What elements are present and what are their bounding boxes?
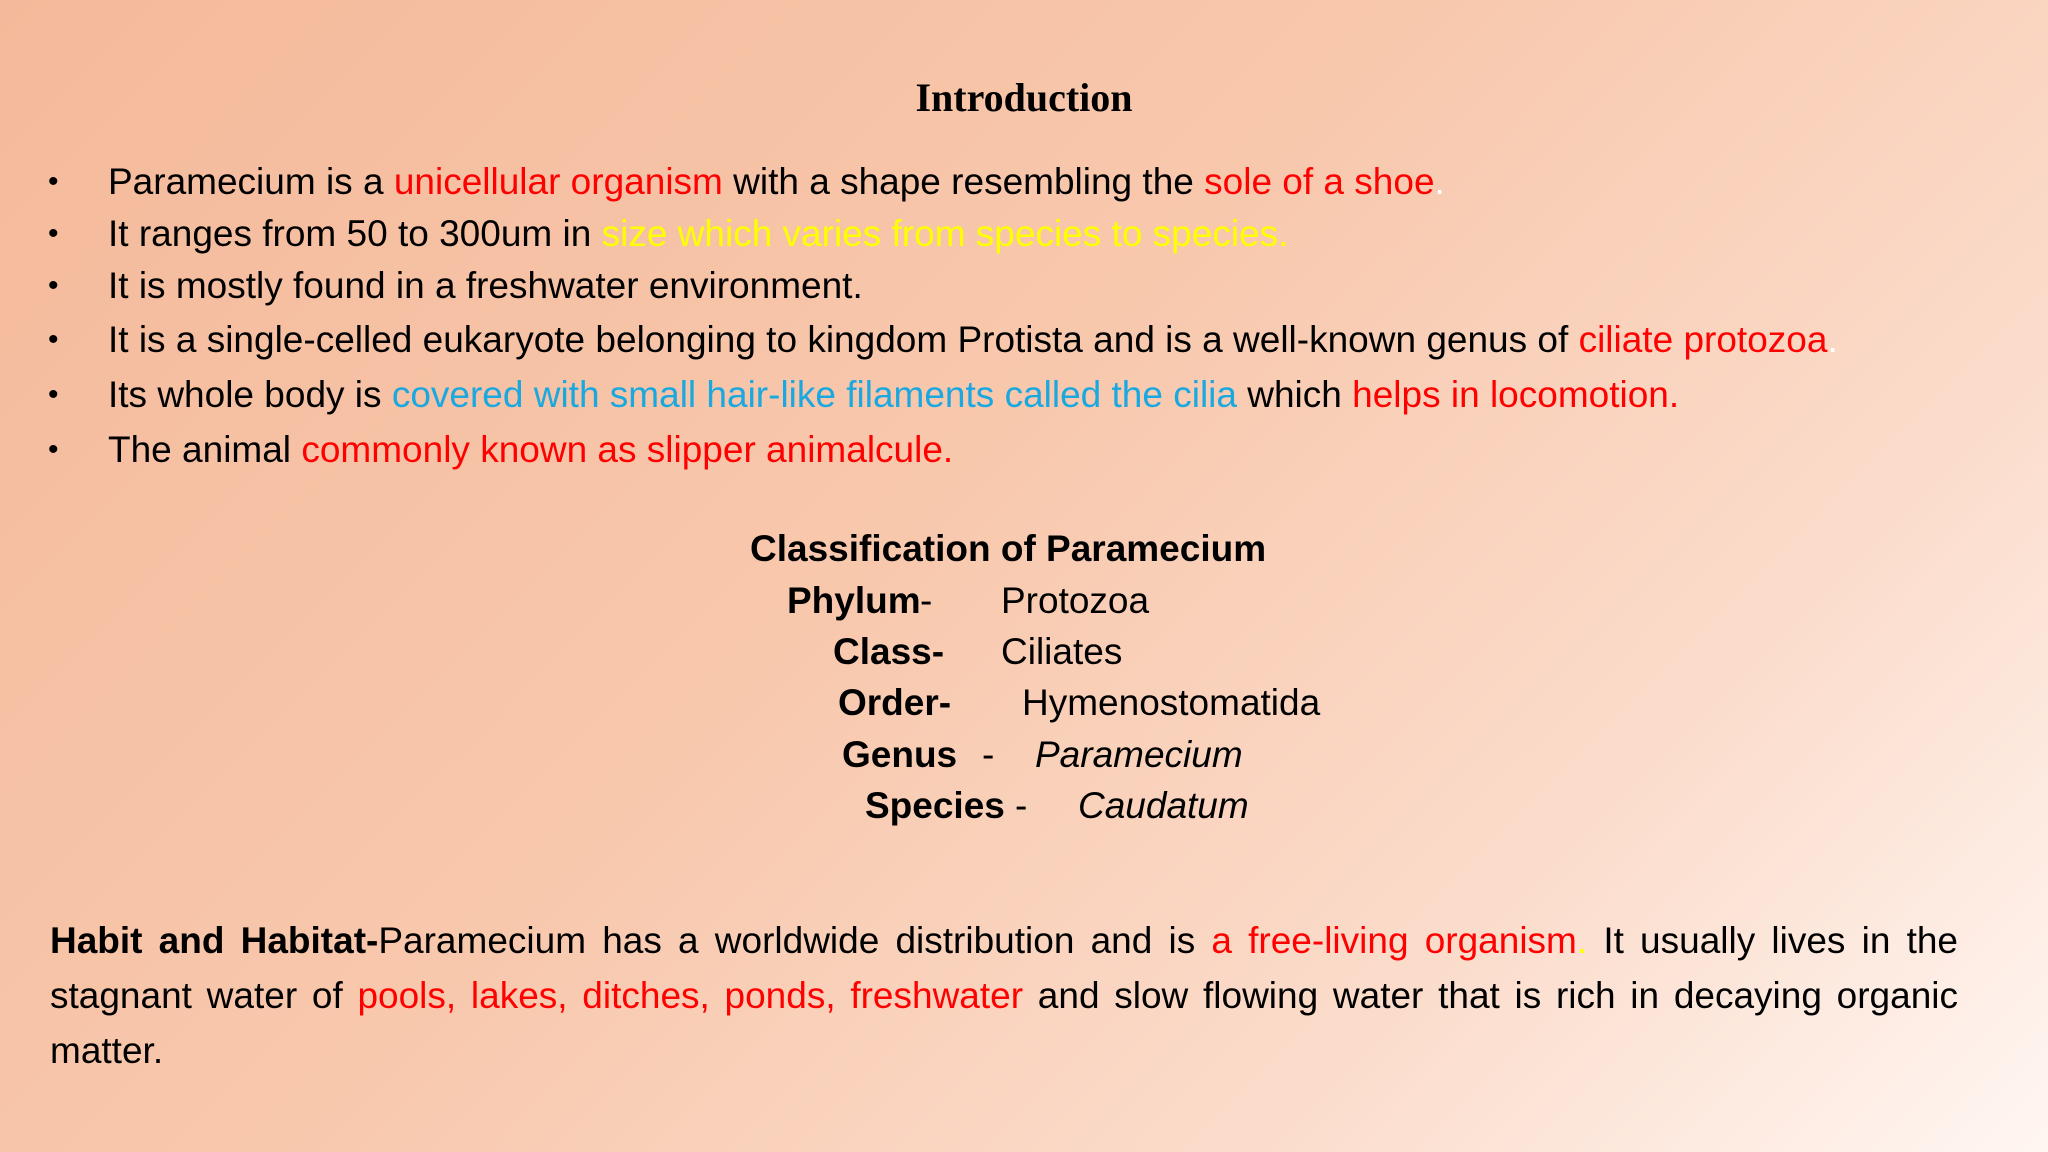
- habitat-text: .: [1576, 920, 1588, 961]
- order-label: Order-: [838, 682, 952, 723]
- bullet-item-kingdom: [48, 312, 2028, 367]
- highlight-text: size which varies from species to species.: [601, 213, 1289, 254]
- slide-title: Introduction: [915, 75, 1133, 120]
- class-label: Class-: [833, 631, 945, 672]
- bullet-text: The animal: [108, 429, 302, 470]
- bullet-text: It is mostly found in a freshwater environment.: [108, 265, 863, 306]
- species-label: Species: [865, 785, 1005, 826]
- intro-bullet-list: [48, 156, 2028, 477]
- phylum-dash: -: [920, 580, 933, 621]
- habitat-paragraph: [50, 913, 1958, 1078]
- bullet-text: .: [1434, 161, 1445, 202]
- habitat-text: It usually lives in the stagnant water of: [50, 920, 1959, 1016]
- bullet-text: Paramecium is a: [108, 161, 394, 202]
- habitat-label: Habit and Habitat-: [50, 920, 379, 961]
- bullet-text: Its whole body is: [108, 374, 392, 415]
- highlight-text: helps in locomotion.: [1352, 374, 1680, 415]
- phylum-value: Protozoa: [1001, 580, 1150, 621]
- bullet-icon: •: [48, 217, 59, 250]
- highlight-text: a free-living organism: [1211, 920, 1577, 961]
- genus-value: Paramecium: [1035, 734, 1243, 775]
- highlight-text: covered with small hair-like filaments called the cilia: [391, 374, 1237, 415]
- species-dash: -: [1015, 785, 1028, 826]
- bullet-icon: •: [48, 323, 59, 356]
- bullet-item-environment: [48, 260, 2028, 312]
- bullet-icon: •: [48, 433, 59, 466]
- highlight-text: ciliate protozoa: [1578, 319, 1828, 360]
- class-value: Ciliates: [1001, 631, 1123, 672]
- bullet-item-cilia: [48, 367, 2028, 422]
- bullet-icon: •: [48, 165, 59, 198]
- bullet-text: .: [1827, 319, 1838, 360]
- order-value: Hymenostomatida: [1022, 682, 1321, 723]
- bullet-text: which: [1236, 374, 1353, 415]
- phylum-label: Phylum: [787, 580, 921, 621]
- highlight-text: pools, lakes, ditches, ponds, freshwater: [357, 975, 1024, 1016]
- bullet-item-size: [48, 208, 2028, 260]
- highlight-text: unicellular organism: [393, 161, 723, 202]
- habitat-text: Paramecium has a worldwide distribution and is: [378, 920, 1212, 961]
- bullet-icon: •: [48, 378, 59, 411]
- highlight-text: sole of a shoe: [1204, 161, 1435, 202]
- classification-heading: Classification of Paramecium: [750, 528, 1267, 569]
- genus-dash: -: [982, 734, 995, 775]
- bullet-text: It is a single-celled eukaryote belonging to kingdom Protista and is a well-known genus of: [108, 319, 1579, 360]
- species-value: Caudatum: [1078, 785, 1249, 826]
- bullet-icon: •: [48, 269, 59, 302]
- bullet-text: with a shape resembling the: [722, 161, 1205, 202]
- bullet-item-common-name: [48, 422, 2028, 477]
- bullet-item-shape: [48, 156, 2028, 208]
- genus-label: Genus: [842, 734, 958, 775]
- habitat-text: and slow flowing water that is rich in decaying organic matter.: [50, 975, 1959, 1071]
- highlight-text: commonly known as slipper animalcule.: [301, 429, 954, 470]
- bullet-text: It ranges from 50 to 300um in: [108, 213, 602, 254]
